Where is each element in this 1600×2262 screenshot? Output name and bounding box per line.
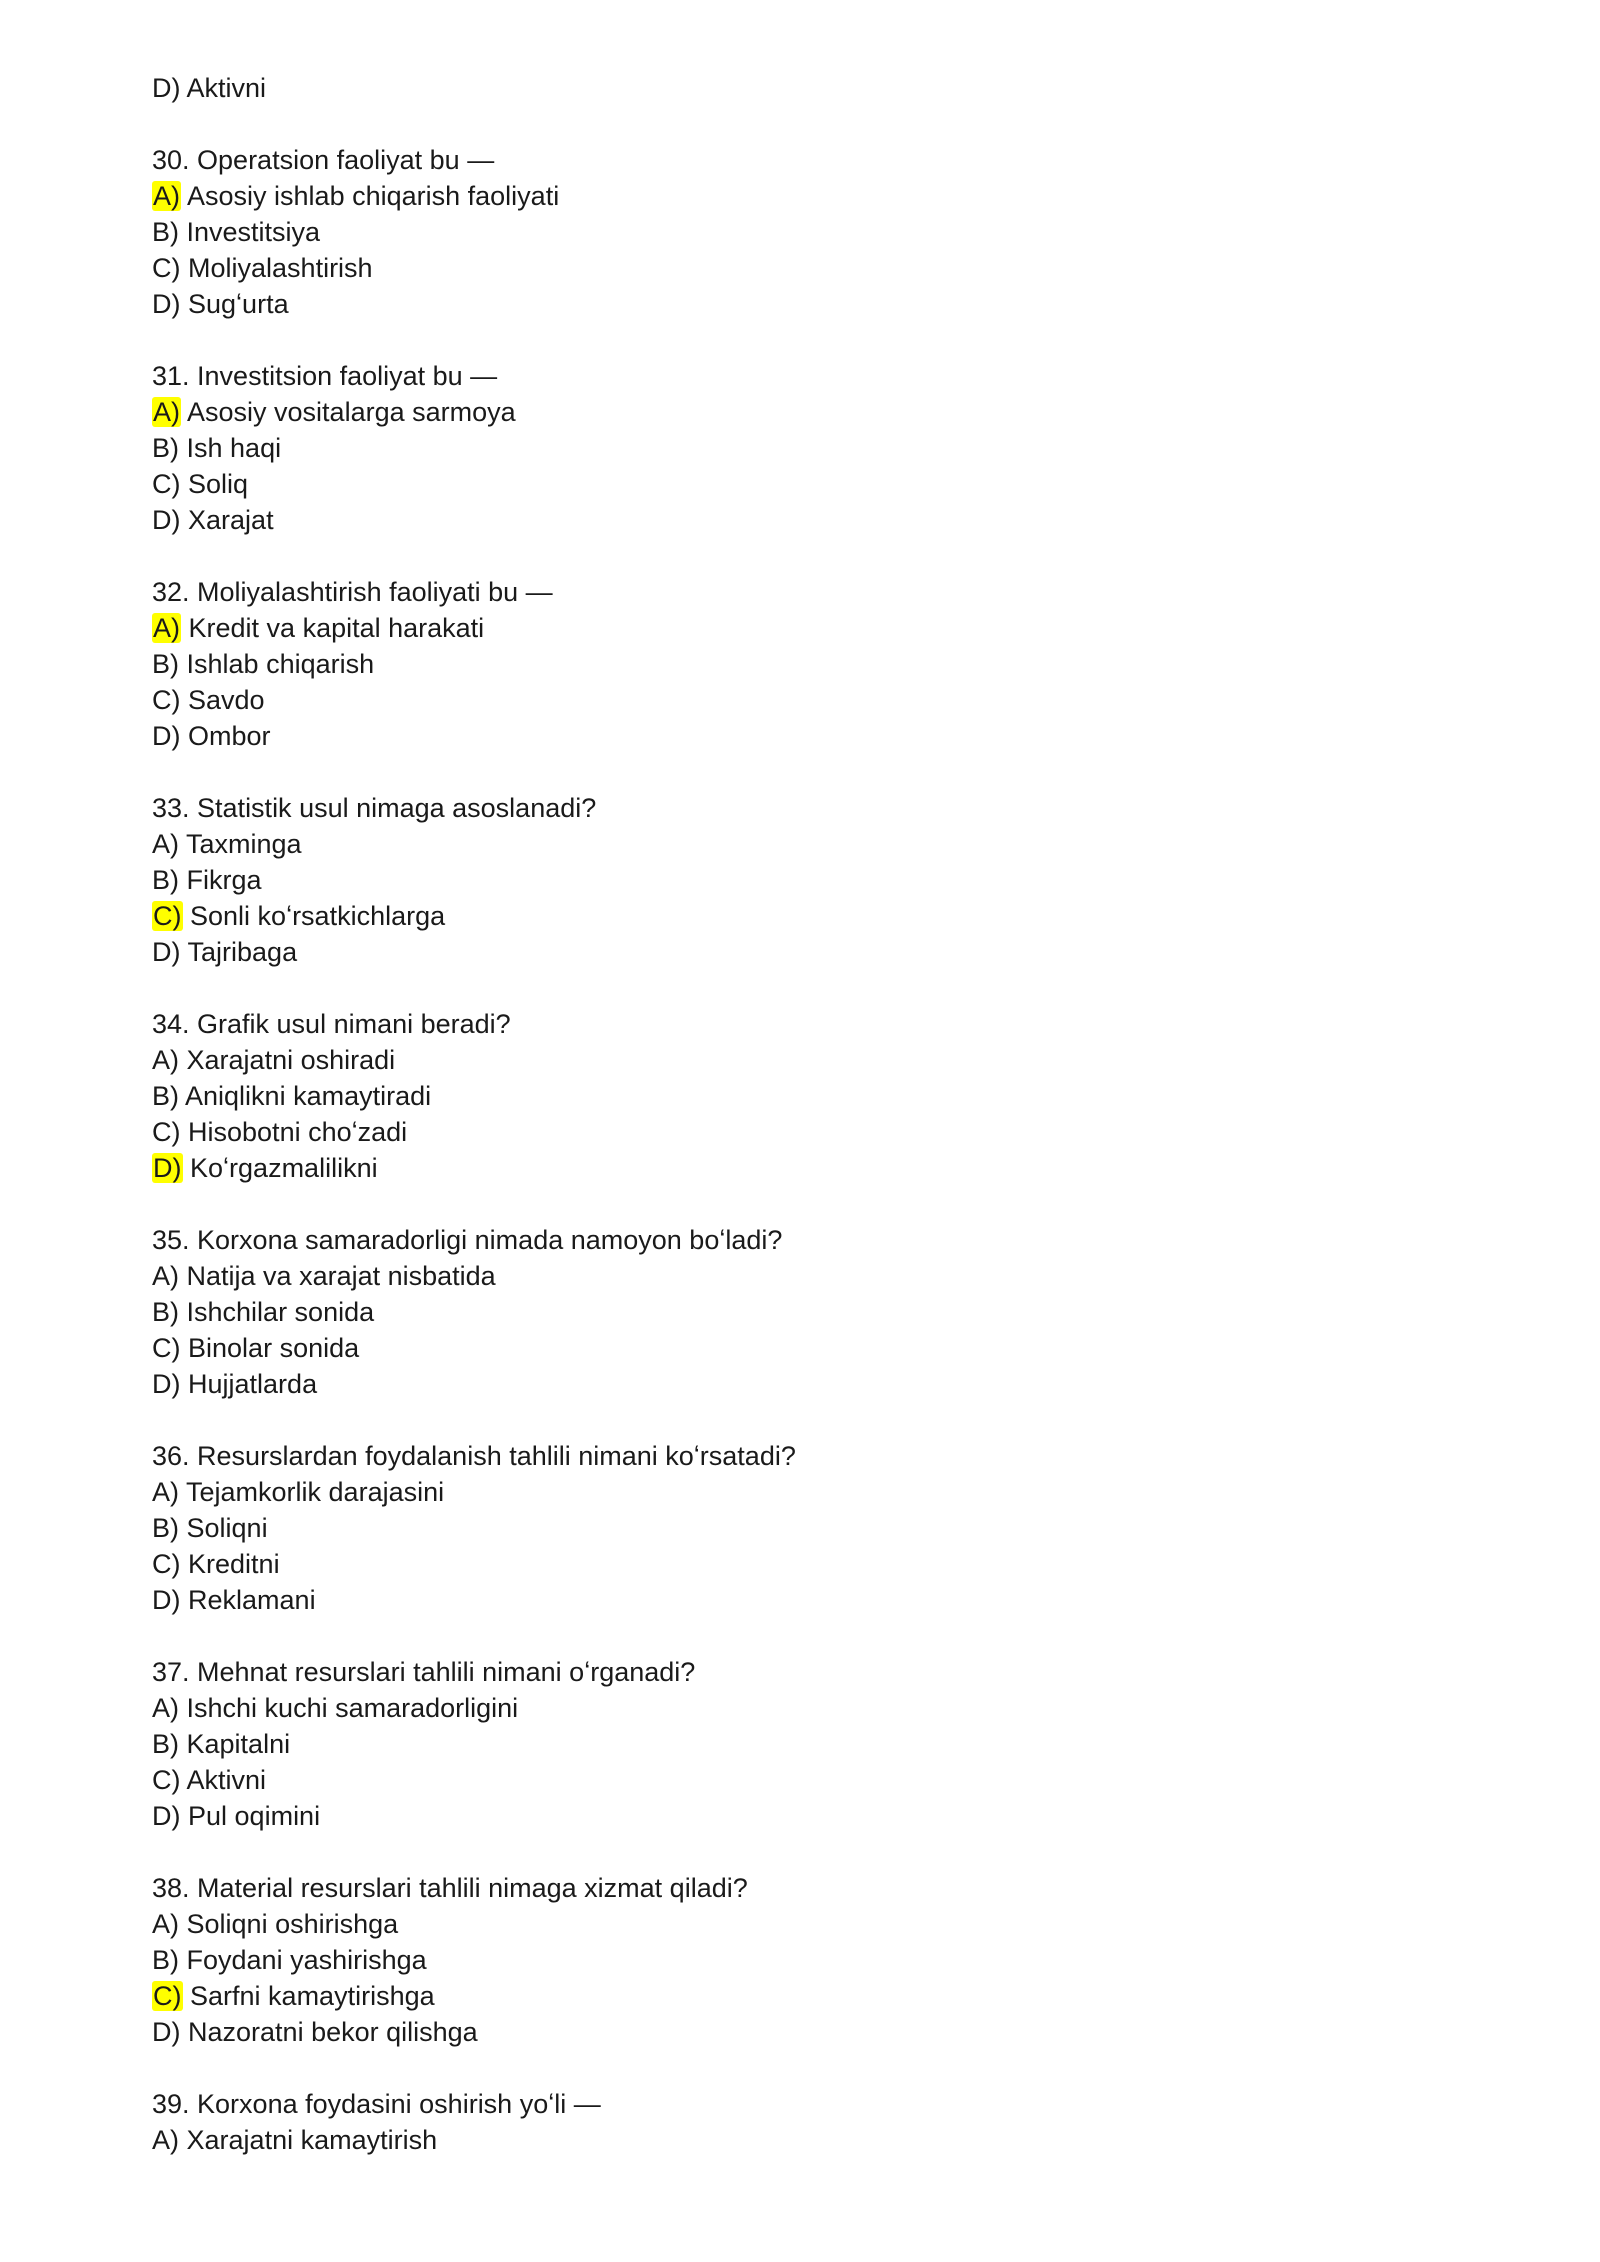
- option-text: Kreditni: [188, 1549, 280, 1579]
- answer-option: [152, 610, 1452, 646]
- question-block: [152, 1654, 1452, 1834]
- option-text: Moliyalashtirish: [188, 253, 373, 283]
- answer-option: [152, 1906, 1452, 1942]
- option-letter: C): [152, 1765, 181, 1795]
- answer-option: [152, 1042, 1452, 1078]
- document-content: [152, 70, 1452, 2158]
- question-block: [152, 1438, 1452, 1618]
- question-spacer: [152, 970, 1452, 1006]
- answer-option: [152, 1150, 1452, 1186]
- option-letter-highlighted: C): [153, 901, 182, 931]
- question-spacer: [152, 322, 1452, 358]
- option-letter-highlighted: A): [153, 181, 180, 211]
- question-text: 33. Statistik usul nimaga asoslanadi?: [152, 793, 597, 823]
- answer-option: [152, 1114, 1452, 1150]
- question-spacer: [152, 538, 1452, 574]
- option-letter: C): [152, 1549, 181, 1579]
- option-letter: C): [152, 469, 181, 499]
- question-spacer: [152, 1834, 1452, 1870]
- question-text: 31. Investitsion faoliyat bu —: [152, 361, 498, 391]
- question-block: [152, 1006, 1452, 1186]
- answer-option: [152, 1474, 1452, 1510]
- question-block: [152, 2086, 1452, 2158]
- option-text: Investitsiya: [186, 217, 321, 247]
- option-letter: A): [152, 1261, 179, 1291]
- option-letter: A): [152, 1477, 179, 1507]
- answer-option: [152, 466, 1452, 502]
- option-text: Ishchi kuchi samaradorligini: [186, 1693, 519, 1723]
- answer-option: [152, 1942, 1452, 1978]
- answer-option: [152, 1510, 1452, 1546]
- answer-option: [152, 2014, 1452, 2050]
- option-letter: B): [152, 1945, 179, 1975]
- option-text: Asosiy ishlab chiqarish faoliyati: [187, 181, 560, 211]
- answer-option: [152, 862, 1452, 898]
- option-letter-highlighted: A): [153, 397, 180, 427]
- option-letter: C): [152, 1117, 181, 1147]
- option-text: Soliq: [188, 469, 249, 499]
- option-text: Pul oqimini: [188, 1801, 321, 1831]
- option-text: Savdo: [188, 685, 265, 715]
- answer-option: [152, 1294, 1452, 1330]
- option-text: Aktivni: [186, 1765, 267, 1795]
- option-text: Sonli koʻrsatkichlarga: [190, 901, 446, 931]
- option-letter-highlighted: C): [153, 1981, 182, 2011]
- option-letter-highlighted: D): [153, 1153, 182, 1183]
- option-letter: A): [152, 1693, 179, 1723]
- question-spacer: [152, 2050, 1452, 2086]
- answer-option: [152, 394, 1452, 430]
- question-spacer: [152, 1402, 1452, 1438]
- question-spacer: [152, 106, 1452, 142]
- option-text: Reklamani: [188, 1585, 316, 1615]
- option-text: Xarajat: [188, 505, 274, 535]
- answer-option: [152, 934, 1452, 970]
- option-text: Kapitalni: [186, 1729, 291, 1759]
- option-text: Ishchilar sonida: [186, 1297, 375, 1327]
- answer-option: [152, 1366, 1452, 1402]
- question-text: 35. Korxona samaradorligi nimada namoyon boʻladi?: [152, 1225, 783, 1255]
- option-letter: D): [152, 721, 181, 751]
- answer-option: [152, 718, 1452, 754]
- option-letter: B): [152, 649, 179, 679]
- option-text: Taxminga: [186, 829, 302, 859]
- option-text: Xarajatni oshiradi: [186, 1045, 396, 1075]
- answer-option: [152, 214, 1452, 250]
- option-letter: B): [152, 1729, 179, 1759]
- option-text: Foydani yashirishga: [186, 1945, 427, 1975]
- option-letter: D): [152, 289, 181, 319]
- answer-option: [152, 826, 1452, 862]
- answer-option: [152, 1258, 1452, 1294]
- question-block: [152, 790, 1452, 970]
- answer-option: [152, 1330, 1452, 1366]
- answer-option: [152, 286, 1452, 322]
- option-letter: B): [152, 1297, 179, 1327]
- option-text: Ishlab chiqarish: [186, 649, 375, 679]
- option-letter: D): [152, 1801, 181, 1831]
- question-text: 39. Korxona foydasini oshirish yoʻli —: [152, 2089, 601, 2119]
- option-text: Soliqni: [186, 1513, 268, 1543]
- option-letter: D): [152, 1369, 181, 1399]
- option-text: Kredit va kapital harakati: [188, 613, 485, 643]
- option-letter: D): [152, 1585, 181, 1615]
- option-text: Aniqlikni kamaytiradi: [185, 1081, 432, 1111]
- option-text: Nazoratni bekor qilishga: [188, 2017, 478, 2047]
- answer-option: [152, 502, 1452, 538]
- option-letter: B): [152, 433, 179, 463]
- question-text: 32. Moliyalashtirish faoliyati bu —: [152, 577, 553, 607]
- answer-option: [152, 646, 1452, 682]
- option-text: Ish haqi: [186, 433, 282, 463]
- option-letter: A): [152, 829, 179, 859]
- leading-line: D) Aktivni: [152, 73, 267, 103]
- option-text: Asosiy vositalarga sarmoya: [187, 397, 516, 427]
- option-letter: A): [152, 1045, 179, 1075]
- answer-option: [152, 2122, 1452, 2158]
- option-text: Ombor: [188, 721, 271, 751]
- option-text: Xarajatni kamaytirish: [186, 2125, 438, 2155]
- answer-option: [152, 1726, 1452, 1762]
- option-text: Hisobotni choʻzadi: [188, 1117, 408, 1147]
- question-text: 38. Material resurslari tahlili nimaga xizmat qiladi?: [152, 1873, 748, 1903]
- answer-option: [152, 898, 1452, 934]
- option-letter: C): [152, 1333, 181, 1363]
- answer-option: [152, 682, 1452, 718]
- question-text: 36. Resurslardan foydalanish tahlili nimani koʻrsatadi?: [152, 1441, 796, 1471]
- answer-option: [152, 178, 1452, 214]
- option-letter: B): [152, 1513, 179, 1543]
- answer-option: [152, 1582, 1452, 1618]
- answer-option: [152, 1546, 1452, 1582]
- question-block: [152, 1222, 1452, 1402]
- answer-option: [152, 1978, 1452, 2014]
- option-text: Hujjatlarda: [188, 1369, 318, 1399]
- question-spacer: [152, 1618, 1452, 1654]
- answer-option: [152, 430, 1452, 466]
- option-letter: B): [152, 217, 179, 247]
- option-letter: B): [152, 865, 179, 895]
- option-text: Fikrga: [186, 865, 262, 895]
- option-text: Natija va xarajat nisbatida: [186, 1261, 496, 1291]
- answer-option: [152, 250, 1452, 286]
- question-text: 30. Operatsion faoliyat bu —: [152, 145, 495, 175]
- option-letter: A): [152, 2125, 179, 2155]
- answer-option: [152, 1798, 1452, 1834]
- answer-option: [152, 1690, 1452, 1726]
- question-block: [152, 142, 1452, 322]
- option-text: Binolar sonida: [188, 1333, 360, 1363]
- question-spacer: [152, 1186, 1452, 1222]
- question-block: [152, 1870, 1452, 2050]
- option-text: Tajribaga: [187, 937, 298, 967]
- question-text: 37. Mehnat resurslari tahlili nimani oʻrganadi?: [152, 1657, 696, 1687]
- option-letter-highlighted: A): [153, 613, 180, 643]
- option-text: Soliqni oshirishga: [186, 1909, 399, 1939]
- option-letter: D): [152, 937, 181, 967]
- option-letter: D): [152, 505, 181, 535]
- question-text: 34. Grafik usul nimani beradi?: [152, 1009, 511, 1039]
- option-text: Sarfni kamaytirishga: [190, 1981, 435, 2011]
- answer-option: [152, 1078, 1452, 1114]
- question-block: [152, 358, 1452, 538]
- option-text: Sugʻurta: [188, 289, 289, 319]
- option-letter: C): [152, 253, 181, 283]
- option-text: Tejamkorlik darajasini: [186, 1477, 445, 1507]
- option-text: Koʻrgazmalilikni: [190, 1153, 378, 1183]
- question-spacer: [152, 754, 1452, 790]
- option-letter: A): [152, 1909, 179, 1939]
- option-letter: C): [152, 685, 181, 715]
- option-letter: D): [152, 2017, 181, 2047]
- answer-option: [152, 1762, 1452, 1798]
- question-block: [152, 574, 1452, 754]
- option-letter: B): [152, 1081, 179, 1111]
